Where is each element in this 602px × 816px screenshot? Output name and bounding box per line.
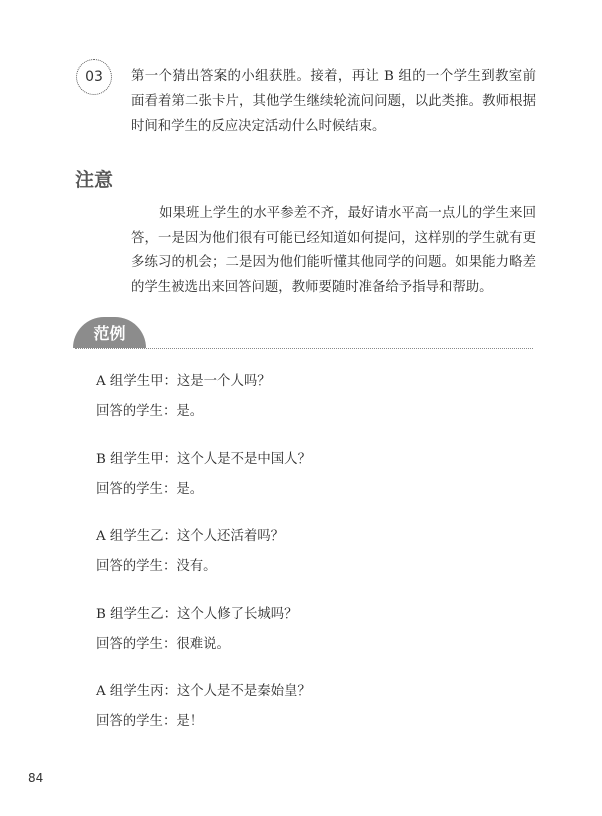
example-label: 范例 <box>93 324 126 343</box>
dialog-answer-3: 回答的学生：没有。 <box>96 559 217 574</box>
example-divider <box>75 348 533 349</box>
note-paragraph <box>131 202 536 300</box>
dialog-question-3: A 组学生乙：这个人还活着吗？ <box>96 529 285 544</box>
example-tab <box>73 317 146 348</box>
dialog-question-4: B 组学生乙：这个人修了长城吗？ <box>96 607 298 622</box>
dialog-answer-5: 回答的学生：是！ <box>96 714 204 729</box>
dialog-answer-4: 回答的学生：很难说。 <box>96 637 230 652</box>
step-number-badge <box>76 59 112 95</box>
step-number: 03 <box>85 69 103 85</box>
dialog-question-1: A 组学生甲：这是一个人吗？ <box>96 374 271 389</box>
dialog-answer-2: 回答的学生：是。 <box>96 482 204 497</box>
dialog-question-2: B 组学生甲：这个人是不是中国人？ <box>96 452 311 467</box>
dialog-question-5: A 组学生丙：这个人是不是秦始皇？ <box>96 684 311 699</box>
page-number: 84 <box>28 771 44 785</box>
dialog-answer-1: 回答的学生：是。 <box>96 404 204 419</box>
note-heading: 注意 <box>75 169 114 191</box>
step-paragraph: 第一个猜出答案的小组获胜。接着，再让 B 组的一个学生到教室前面看着第二张卡片，其他学生继续轮流问问题，以此类推。教师根据时间和学生的反应决定活动什么时候结束。 <box>131 69 536 134</box>
note-paragraph-text: 如果班上学生的水平参差不齐，最好请水平高一点儿的学生来回答，一是因为他们很有可能已经知道如何提问，这样别的学生就有更多练习的机会；二是因为他们能听懂其他同学的问题。如果能力略差的学生被选出来回答问题，教师要随时准备给予指导和帮助。 <box>131 206 536 295</box>
